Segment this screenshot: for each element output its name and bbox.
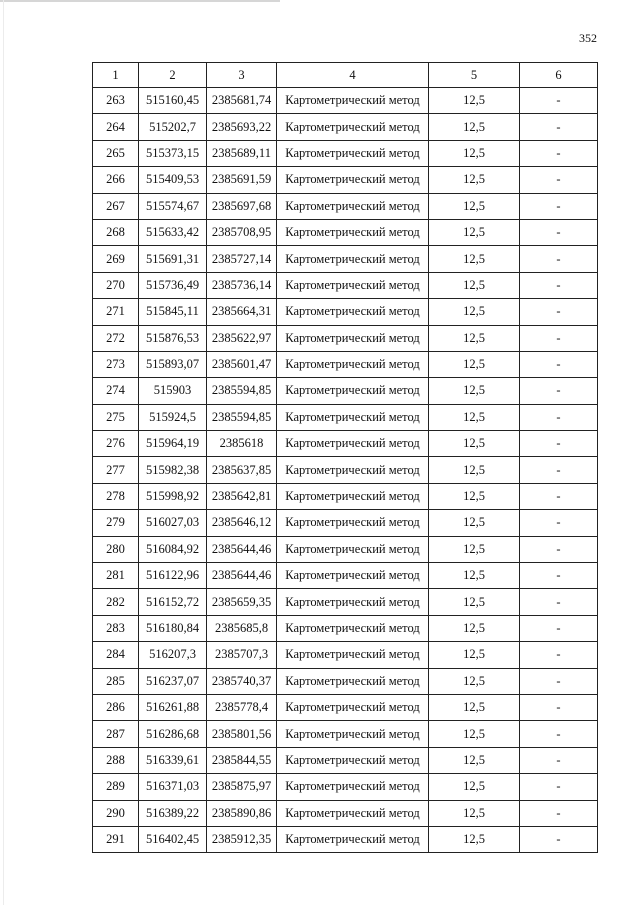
x-coordinate-cell: 516339,61 bbox=[139, 747, 207, 773]
accuracy-cell: 12,5 bbox=[429, 114, 520, 140]
note-cell: - bbox=[520, 299, 598, 325]
x-coordinate-cell: 516152,72 bbox=[139, 589, 207, 615]
table-body bbox=[93, 88, 598, 853]
method-cell: Картометрический метод bbox=[277, 694, 429, 720]
point-number-cell: 263 bbox=[93, 88, 139, 114]
method-cell: Картометрический метод bbox=[277, 167, 429, 193]
point-number-cell: 276 bbox=[93, 431, 139, 457]
note-cell: - bbox=[520, 589, 598, 615]
note-cell: - bbox=[520, 378, 598, 404]
accuracy-cell: 12,5 bbox=[429, 457, 520, 483]
header-col-3: 3 bbox=[207, 63, 277, 88]
x-coordinate-cell: 515876,53 bbox=[139, 325, 207, 351]
y-coordinate-cell: 2385594,85 bbox=[207, 404, 277, 430]
method-cell: Картометрический метод bbox=[277, 721, 429, 747]
accuracy-cell: 12,5 bbox=[429, 351, 520, 377]
accuracy-cell: 12,5 bbox=[429, 826, 520, 852]
point-number-cell: 266 bbox=[93, 167, 139, 193]
x-coordinate-cell: 516122,96 bbox=[139, 563, 207, 589]
x-coordinate-cell: 516371,03 bbox=[139, 774, 207, 800]
table-row bbox=[93, 483, 598, 509]
y-coordinate-cell: 2385644,46 bbox=[207, 536, 277, 562]
table-row bbox=[93, 536, 598, 562]
y-coordinate-cell: 2385890,86 bbox=[207, 800, 277, 826]
table-row bbox=[93, 457, 598, 483]
header-col-1: 1 bbox=[93, 63, 139, 88]
method-cell: Картометрический метод bbox=[277, 299, 429, 325]
method-cell: Картометрический метод bbox=[277, 219, 429, 245]
method-cell: Картометрический метод bbox=[277, 378, 429, 404]
accuracy-cell: 12,5 bbox=[429, 694, 520, 720]
y-coordinate-cell: 2385642,81 bbox=[207, 483, 277, 509]
y-coordinate-cell: 2385664,31 bbox=[207, 299, 277, 325]
x-coordinate-cell: 515903 bbox=[139, 378, 207, 404]
table-row bbox=[93, 246, 598, 272]
point-number-cell: 274 bbox=[93, 378, 139, 404]
point-number-cell: 267 bbox=[93, 193, 139, 219]
scan-left-edge bbox=[3, 0, 4, 905]
table-row bbox=[93, 88, 598, 114]
y-coordinate-cell: 2385693,22 bbox=[207, 114, 277, 140]
accuracy-cell: 12,5 bbox=[429, 774, 520, 800]
table-row bbox=[93, 774, 598, 800]
y-coordinate-cell: 2385740,37 bbox=[207, 668, 277, 694]
y-coordinate-cell: 2385697,68 bbox=[207, 193, 277, 219]
table-row bbox=[93, 615, 598, 641]
coordinates-table bbox=[92, 62, 598, 853]
point-number-cell: 284 bbox=[93, 642, 139, 668]
header-col-5: 5 bbox=[429, 63, 520, 88]
x-coordinate-cell: 515202,7 bbox=[139, 114, 207, 140]
point-number-cell: 289 bbox=[93, 774, 139, 800]
accuracy-cell: 12,5 bbox=[429, 431, 520, 457]
table-row bbox=[93, 378, 598, 404]
note-cell: - bbox=[520, 88, 598, 114]
table-row bbox=[93, 563, 598, 589]
point-number-cell: 288 bbox=[93, 747, 139, 773]
method-cell: Картометрический метод bbox=[277, 114, 429, 140]
accuracy-cell: 12,5 bbox=[429, 219, 520, 245]
x-coordinate-cell: 515691,31 bbox=[139, 246, 207, 272]
note-cell: - bbox=[520, 114, 598, 140]
table-row bbox=[93, 747, 598, 773]
y-coordinate-cell: 2385594,85 bbox=[207, 378, 277, 404]
method-cell: Картометрический метод bbox=[277, 774, 429, 800]
table-row bbox=[93, 272, 598, 298]
y-coordinate-cell: 2385727,14 bbox=[207, 246, 277, 272]
y-coordinate-cell: 2385844,55 bbox=[207, 747, 277, 773]
table-row bbox=[93, 193, 598, 219]
note-cell: - bbox=[520, 140, 598, 166]
y-coordinate-cell: 2385637,85 bbox=[207, 457, 277, 483]
accuracy-cell: 12,5 bbox=[429, 668, 520, 694]
x-coordinate-cell: 516237,07 bbox=[139, 668, 207, 694]
table-row bbox=[93, 589, 598, 615]
point-number-cell: 281 bbox=[93, 563, 139, 589]
table-row bbox=[93, 826, 598, 852]
accuracy-cell: 12,5 bbox=[429, 747, 520, 773]
point-number-cell: 287 bbox=[93, 721, 139, 747]
x-coordinate-cell: 515633,42 bbox=[139, 219, 207, 245]
method-cell: Картометрический метод bbox=[277, 510, 429, 536]
accuracy-cell: 12,5 bbox=[429, 140, 520, 166]
header-col-6: 6 bbox=[520, 63, 598, 88]
x-coordinate-cell: 515964,19 bbox=[139, 431, 207, 457]
note-cell: - bbox=[520, 668, 598, 694]
x-coordinate-cell: 515160,45 bbox=[139, 88, 207, 114]
x-coordinate-cell: 516286,68 bbox=[139, 721, 207, 747]
table-row bbox=[93, 721, 598, 747]
x-coordinate-cell: 515574,67 bbox=[139, 193, 207, 219]
table-row bbox=[93, 642, 598, 668]
y-coordinate-cell: 2385646,12 bbox=[207, 510, 277, 536]
y-coordinate-cell: 2385644,46 bbox=[207, 563, 277, 589]
accuracy-cell: 12,5 bbox=[429, 536, 520, 562]
method-cell: Картометрический метод bbox=[277, 457, 429, 483]
note-cell: - bbox=[520, 800, 598, 826]
x-coordinate-cell: 515924,5 bbox=[139, 404, 207, 430]
method-cell: Картометрический метод bbox=[277, 615, 429, 641]
x-coordinate-cell: 516180,84 bbox=[139, 615, 207, 641]
x-coordinate-cell: 515373,15 bbox=[139, 140, 207, 166]
note-cell: - bbox=[520, 510, 598, 536]
scan-top-edge bbox=[0, 0, 280, 2]
point-number-cell: 272 bbox=[93, 325, 139, 351]
x-coordinate-cell: 515893,07 bbox=[139, 351, 207, 377]
method-cell: Картометрический метод bbox=[277, 589, 429, 615]
method-cell: Картометрический метод bbox=[277, 563, 429, 589]
y-coordinate-cell: 2385689,11 bbox=[207, 140, 277, 166]
y-coordinate-cell: 2385707,3 bbox=[207, 642, 277, 668]
table-row bbox=[93, 694, 598, 720]
accuracy-cell: 12,5 bbox=[429, 589, 520, 615]
point-number-cell: 275 bbox=[93, 404, 139, 430]
accuracy-cell: 12,5 bbox=[429, 642, 520, 668]
table-row bbox=[93, 325, 598, 351]
method-cell: Картометрический метод bbox=[277, 747, 429, 773]
y-coordinate-cell: 2385801,56 bbox=[207, 721, 277, 747]
point-number-cell: 286 bbox=[93, 694, 139, 720]
note-cell: - bbox=[520, 747, 598, 773]
point-number-cell: 278 bbox=[93, 483, 139, 509]
accuracy-cell: 12,5 bbox=[429, 272, 520, 298]
method-cell: Картометрический метод bbox=[277, 431, 429, 457]
y-coordinate-cell: 2385681,74 bbox=[207, 88, 277, 114]
table-row bbox=[93, 668, 598, 694]
x-coordinate-cell: 516084,92 bbox=[139, 536, 207, 562]
point-number-cell: 291 bbox=[93, 826, 139, 852]
note-cell: - bbox=[520, 325, 598, 351]
table-row bbox=[93, 800, 598, 826]
y-coordinate-cell: 2385601,47 bbox=[207, 351, 277, 377]
accuracy-cell: 12,5 bbox=[429, 299, 520, 325]
table-row bbox=[93, 299, 598, 325]
y-coordinate-cell: 2385708,95 bbox=[207, 219, 277, 245]
x-coordinate-cell: 515998,92 bbox=[139, 483, 207, 509]
method-cell: Картометрический метод bbox=[277, 668, 429, 694]
table-row bbox=[93, 140, 598, 166]
accuracy-cell: 12,5 bbox=[429, 325, 520, 351]
point-number-cell: 268 bbox=[93, 219, 139, 245]
x-coordinate-cell: 515982,38 bbox=[139, 457, 207, 483]
table-row bbox=[93, 219, 598, 245]
table-row bbox=[93, 510, 598, 536]
method-cell: Картометрический метод bbox=[277, 826, 429, 852]
y-coordinate-cell: 2385691,59 bbox=[207, 167, 277, 193]
accuracy-cell: 12,5 bbox=[429, 800, 520, 826]
note-cell: - bbox=[520, 694, 598, 720]
table-row bbox=[93, 431, 598, 457]
table-row bbox=[93, 404, 598, 430]
point-number-cell: 264 bbox=[93, 114, 139, 140]
y-coordinate-cell: 2385912,35 bbox=[207, 826, 277, 852]
x-coordinate-cell: 515845,11 bbox=[139, 299, 207, 325]
table-header bbox=[93, 63, 598, 88]
note-cell: - bbox=[520, 167, 598, 193]
note-cell: - bbox=[520, 457, 598, 483]
point-number-cell: 279 bbox=[93, 510, 139, 536]
note-cell: - bbox=[520, 536, 598, 562]
point-number-cell: 285 bbox=[93, 668, 139, 694]
accuracy-cell: 12,5 bbox=[429, 483, 520, 509]
note-cell: - bbox=[520, 272, 598, 298]
x-coordinate-cell: 515409,53 bbox=[139, 167, 207, 193]
y-coordinate-cell: 2385618 bbox=[207, 431, 277, 457]
page-number: 352 bbox=[579, 31, 597, 45]
x-coordinate-cell: 516389,22 bbox=[139, 800, 207, 826]
y-coordinate-cell: 2385685,8 bbox=[207, 615, 277, 641]
note-cell: - bbox=[520, 246, 598, 272]
note-cell: - bbox=[520, 404, 598, 430]
method-cell: Картометрический метод bbox=[277, 800, 429, 826]
point-number-cell: 283 bbox=[93, 615, 139, 641]
accuracy-cell: 12,5 bbox=[429, 246, 520, 272]
method-cell: Картометрический метод bbox=[277, 246, 429, 272]
accuracy-cell: 12,5 bbox=[429, 510, 520, 536]
point-number-cell: 270 bbox=[93, 272, 139, 298]
y-coordinate-cell: 2385659,35 bbox=[207, 589, 277, 615]
method-cell: Картометрический метод bbox=[277, 642, 429, 668]
x-coordinate-cell: 516027,03 bbox=[139, 510, 207, 536]
x-coordinate-cell: 515736,49 bbox=[139, 272, 207, 298]
note-cell: - bbox=[520, 563, 598, 589]
y-coordinate-cell: 2385778,4 bbox=[207, 694, 277, 720]
y-coordinate-cell: 2385736,14 bbox=[207, 272, 277, 298]
point-number-cell: 280 bbox=[93, 536, 139, 562]
point-number-cell: 282 bbox=[93, 589, 139, 615]
point-number-cell: 271 bbox=[93, 299, 139, 325]
point-number-cell: 290 bbox=[93, 800, 139, 826]
x-coordinate-cell: 516261,88 bbox=[139, 694, 207, 720]
note-cell: - bbox=[520, 351, 598, 377]
point-number-cell: 269 bbox=[93, 246, 139, 272]
method-cell: Картометрический метод bbox=[277, 351, 429, 377]
note-cell: - bbox=[520, 826, 598, 852]
header-col-2: 2 bbox=[139, 63, 207, 88]
table-row bbox=[93, 167, 598, 193]
note-cell: - bbox=[520, 774, 598, 800]
accuracy-cell: 12,5 bbox=[429, 378, 520, 404]
accuracy-cell: 12,5 bbox=[429, 404, 520, 430]
method-cell: Картометрический метод bbox=[277, 193, 429, 219]
accuracy-cell: 12,5 bbox=[429, 721, 520, 747]
note-cell: - bbox=[520, 721, 598, 747]
x-coordinate-cell: 516207,3 bbox=[139, 642, 207, 668]
y-coordinate-cell: 2385622,97 bbox=[207, 325, 277, 351]
note-cell: - bbox=[520, 219, 598, 245]
accuracy-cell: 12,5 bbox=[429, 615, 520, 641]
method-cell: Картометрический метод bbox=[277, 88, 429, 114]
table-row bbox=[93, 351, 598, 377]
note-cell: - bbox=[520, 193, 598, 219]
point-number-cell: 265 bbox=[93, 140, 139, 166]
accuracy-cell: 12,5 bbox=[429, 88, 520, 114]
note-cell: - bbox=[520, 483, 598, 509]
method-cell: Картометрический метод bbox=[277, 536, 429, 562]
table-row bbox=[93, 114, 598, 140]
point-number-cell: 277 bbox=[93, 457, 139, 483]
accuracy-cell: 12,5 bbox=[429, 563, 520, 589]
note-cell: - bbox=[520, 431, 598, 457]
header-row bbox=[93, 63, 598, 88]
note-cell: - bbox=[520, 642, 598, 668]
y-coordinate-cell: 2385875,97 bbox=[207, 774, 277, 800]
x-coordinate-cell: 516402,45 bbox=[139, 826, 207, 852]
note-cell: - bbox=[520, 615, 598, 641]
method-cell: Картометрический метод bbox=[277, 272, 429, 298]
point-number-cell: 273 bbox=[93, 351, 139, 377]
method-cell: Картометрический метод bbox=[277, 325, 429, 351]
method-cell: Картометрический метод bbox=[277, 404, 429, 430]
accuracy-cell: 12,5 bbox=[429, 167, 520, 193]
accuracy-cell: 12,5 bbox=[429, 193, 520, 219]
header-col-4: 4 bbox=[277, 63, 429, 88]
method-cell: Картометрический метод bbox=[277, 140, 429, 166]
method-cell: Картометрический метод bbox=[277, 483, 429, 509]
